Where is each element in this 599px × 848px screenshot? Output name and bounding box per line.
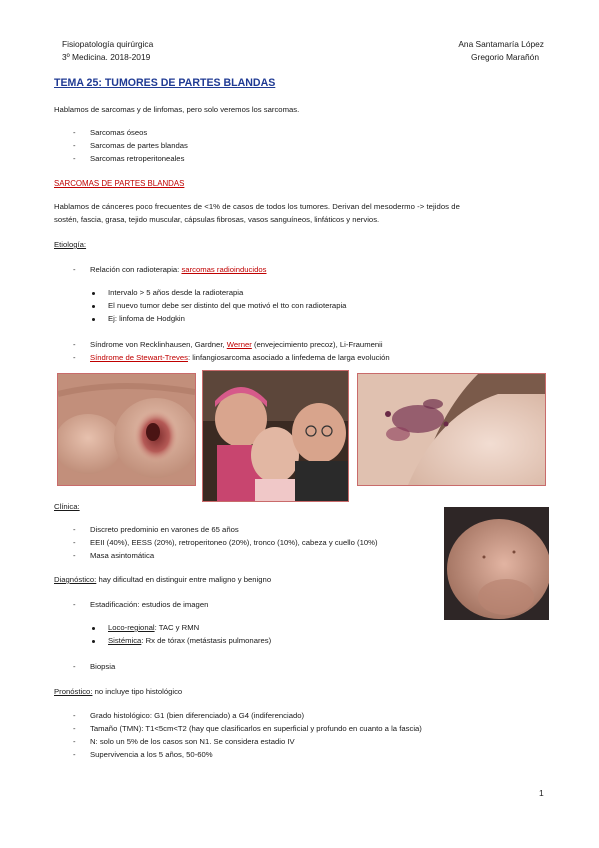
bullet-item: Ej: linfoma de Hodgkin: [108, 314, 185, 323]
arm-lesion-image: [358, 374, 545, 485]
list-dash: -: [73, 353, 76, 362]
clinical-photo-arm: [357, 373, 546, 486]
header-author: Ana Santamaría López: [458, 39, 544, 49]
syndromes-prefix: Síndrome von Recklinhausen, Gardner,: [90, 340, 227, 349]
sistemica-item: [108, 635, 271, 647]
list-dash: -: [73, 750, 76, 759]
clinica-item: Discreto predominio en varones de 65 años: [90, 525, 239, 534]
stewart-link[interactable]: Síndrome de Stewart-Treves: [90, 353, 188, 362]
pronostico-heading: Pronóstico:: [54, 687, 93, 696]
loco-regional-text: : TAC y RMN: [154, 623, 200, 632]
bullet-dot: [92, 640, 95, 643]
pronostico-item: Tamaño (TMN): T1<5cm<T2 (hay que clasificarlos en superficial y profundo en cuanto a la fascia): [90, 724, 422, 733]
page-title: TEMA 25: TUMORES DE PARTES BLANDAS: [54, 77, 276, 89]
header-hospital: Gregorio Marañón: [471, 52, 539, 62]
stewart-suffix: : linfangiosarcoma asociado a linfedema de larga evolución: [187, 353, 390, 362]
bullet-dot: [92, 627, 95, 630]
pronostico-item: N: solo un 5% de los casos son N1. Se considera estadio IV: [90, 737, 295, 746]
list-dash: -: [73, 128, 76, 137]
bullet-dot: [92, 305, 95, 308]
list-dash: -: [73, 154, 76, 163]
diagnostico-text: hay dificultad en distinguir entre maligno y benigno: [96, 575, 272, 584]
werner-link[interactable]: Werner: [226, 340, 252, 349]
list-dash: -: [73, 551, 76, 560]
intro-text: Hablamos de sarcomas y de linfomas, pero solo veremos los sarcomas.: [54, 105, 300, 114]
list-dash: -: [73, 662, 76, 671]
etiologia-heading: Etiología:: [54, 240, 87, 249]
clinical-photo-chest: [57, 373, 196, 486]
list-dash: -: [73, 525, 76, 534]
radio-prefix: Relación con radioterapia:: [90, 265, 182, 274]
header-course: Fisiopatología quirúrgica: [62, 39, 154, 49]
pronostico-item: Supervivencia a los 5 años, 50-60%: [90, 750, 213, 759]
page-number: 1: [539, 788, 544, 798]
list-dash: -: [73, 141, 76, 150]
clinical-photo-progeria: [202, 370, 349, 502]
list-dash: -: [73, 737, 76, 746]
diagnostico-heading: Diagnóstico:: [54, 575, 97, 584]
clinica-item: Masa asintomática: [90, 551, 155, 560]
list-dash: -: [73, 265, 76, 274]
back-mass-image: [444, 507, 549, 620]
bullet-item: Intervalo > 5 años desde la radioterapia: [108, 288, 244, 297]
bullet-dot: [92, 318, 95, 321]
section-heading: SARCOMAS DE PARTES BLANDAS: [54, 179, 185, 188]
loco-regional-item: [108, 622, 199, 634]
radio-link[interactable]: sarcomas radioinducidos: [181, 265, 267, 274]
pronostico-item: Grado histológico: G1 (bien diferenciado) a G4 (indiferenciado): [90, 711, 305, 720]
bullet-dot: [92, 292, 95, 295]
list-item: Sarcomas óseos: [90, 128, 148, 137]
estadificacion-item: Estadificación: estudios de imagen: [90, 600, 209, 609]
pronostico-line: [54, 686, 182, 698]
list-item: Sarcomas de partes blandas: [90, 141, 188, 150]
header-year: 3º Medicina. 2018-2019: [62, 52, 151, 62]
list-dash: -: [73, 600, 76, 609]
progeria-patients-image: [203, 371, 348, 501]
pronostico-text: no incluye tipo histológico: [92, 687, 183, 696]
sistemica-text: : Rx de tórax (metástasis pulmonares): [141, 636, 272, 645]
list-dash: -: [73, 711, 76, 720]
diagnostico-line: [54, 574, 271, 586]
syndromes-line: [90, 339, 383, 351]
definition-line-1: Hablamos de cánceres poco frecuentes de <1% de casos de todos los tumores. Derivan del mesodermo -> tejidos de: [54, 202, 460, 211]
loco-regional-label: Loco-regional: [108, 623, 155, 632]
list-dash: -: [73, 340, 76, 349]
clinical-photo-back: [444, 507, 549, 620]
stewart-line: [90, 352, 390, 364]
clinica-item: EEII (40%), EESS (20%), retroperitoneo (20%), tronco (10%), cabeza y cuello (10%): [90, 538, 378, 547]
chest-lesion-image: [58, 374, 195, 485]
list-dash: -: [73, 538, 76, 547]
clinica-heading: Clínica:: [54, 502, 80, 511]
bullet-item: El nuevo tumor debe ser distinto del que motivó el tto con radioterapia: [108, 301, 347, 310]
biopsia-item: Biopsia: [90, 662, 116, 671]
list-dash: -: [73, 724, 76, 733]
definition-line-2: sostén, fascia, grasa, tejido muscular, cápsulas fibrosas, vasos sanguíneos, linfáticos y nervios.: [54, 215, 380, 224]
syndromes-suffix: (envejecimiento precoz), Li-Fraumenii: [251, 340, 383, 349]
list-item: Sarcomas retroperitoneales: [90, 154, 185, 163]
sistemica-label: Sistémica: [108, 636, 142, 645]
radio-line: [90, 264, 267, 276]
